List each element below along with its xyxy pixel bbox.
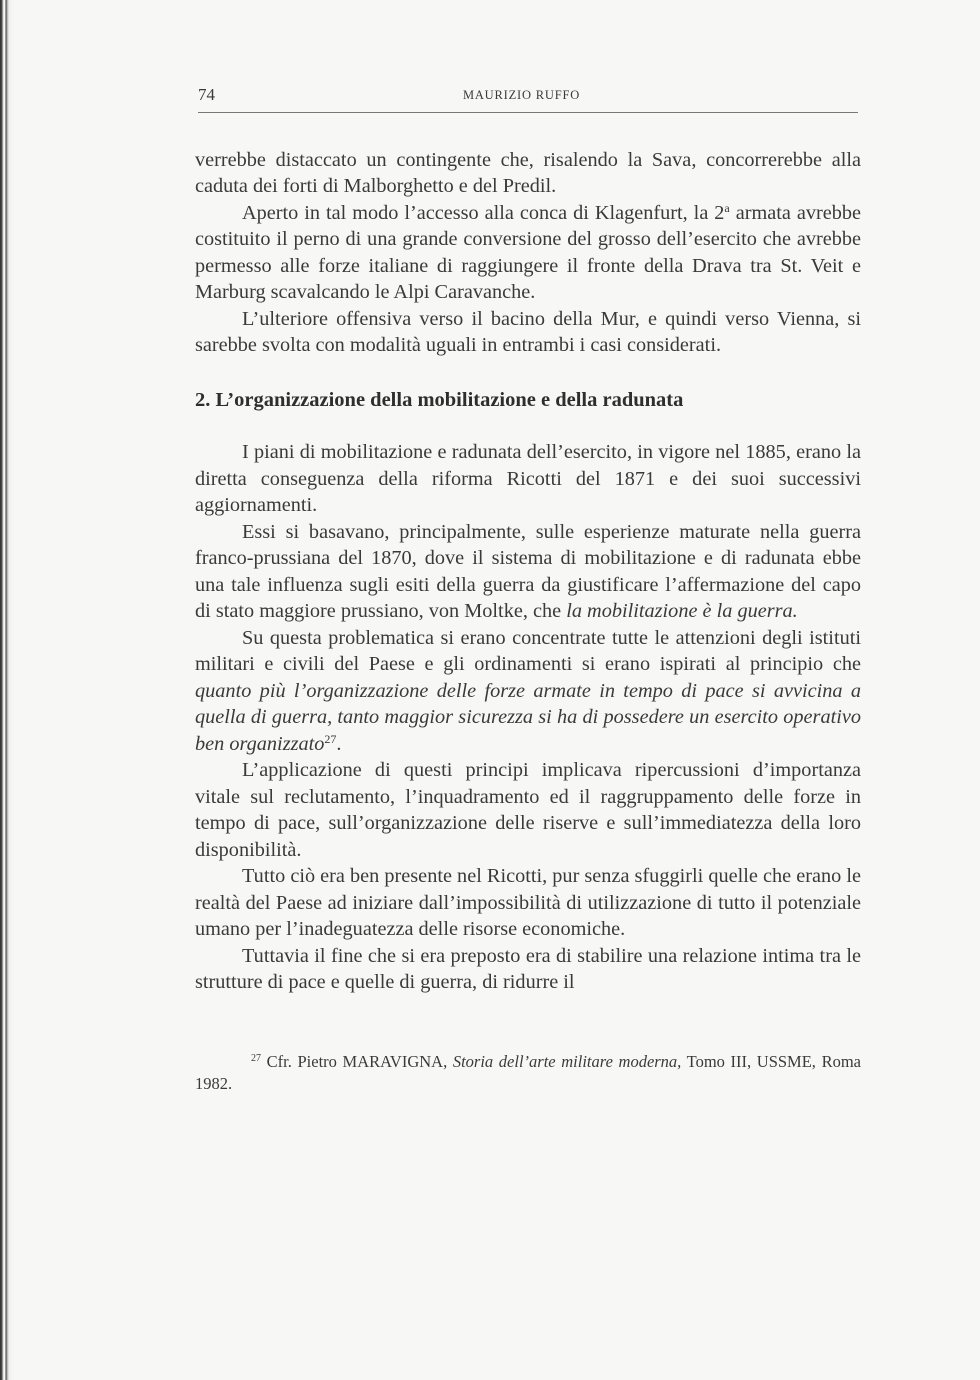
- paragraph: Tuttavia il fine che si era preposto era di stabilire una relazione intima tra le strutture di pace e quelle di guerra, di ridurre il: [195, 944, 861, 993]
- section-heading: 2. L’organizzazione della mobilitazione e della radunata: [195, 388, 684, 411]
- paragraph: Aperto in tal modo l’accesso alla conca di Klagenfurt, la 2$^a$ armata avrebbe costituito il perno di una grande conversione del grosso dell’esercito che avrebbe permesso alle forze italiane di raggiungere il fronte della Drava tra St. Veit e Marburg scavalcando le Alpi Caravanche.: [195, 200, 861, 303]
- paragraph: Tutto ciò era ben presente nel Ricotti, pur senza sfuggirli quelle che erano le realtà del Paese ad iniziare dall’impossibilità di utilizzazione di tutto il potenziale umano per l’inadeguatezza delle risorse economiche.: [195, 865, 861, 940]
- footnote-reference[interactable]: 27: [324, 731, 337, 746]
- paragraph: I piani di mobilitazione e radunata dell’esercito, in vigore nel 1885, erano la diretta conseguenza della riforma Ricotti del 1871 e dei suoi successivi aggiornamenti.: [195, 441, 861, 516]
- italic-quote: quanto più l’organizzazione delle forze armate in tempo di pace si avvicina a quella di guerra, tanto maggior sicurezza si ha di possedere un esercito operativo ben organizzato: [195, 679, 861, 755]
- italic-quote: la mobilitazione è la guerra.: [566, 600, 798, 622]
- footnote: $^{27}$ Cfr. Pietro MARAVIGNA, Storia dell’arte militare moderna, Tomo III, USSME, Roma 1982.: [195, 1051, 861, 1093]
- book-binding-edge: [0, 0, 14, 1380]
- paragraph: Su questa problematica si erano concentrate tutte le attenzioni degli istituti militari e civili del Paese e gli ordinamenti si erano ispirati al principio che quanto più l’organizzazione delle forze armate in tempo di pace si avvicina a quella di guerra, tanto maggior sicurezza si ha di possedere un esercito operativo ben organizzato$^{27}$.: [195, 626, 861, 755]
- page-number: 74: [198, 85, 215, 104]
- running-title: MAURIZIO RUFFO: [462, 88, 581, 102]
- footnote-marker: 27: [251, 1052, 261, 1064]
- paragraph: L’ulteriore offensiva verso il bacino della Mur, e quindi verso Vienna, si sarebbe svolta con modalità uguali in entrambi i casi considerati.: [195, 307, 861, 356]
- paragraph: Essi si basavano, principalmente, sulle esperienze maturate nella guerra franco-prussiana del 1870, dove il sistema di mobilitazione e di radunata ebbe una tale influenza sugli esiti della guerra da giustificare l’affermazione del capo di stato maggiore prussiano, von Moltke, che la mobilitazione è la guerra.: [195, 520, 861, 622]
- book-page: [195, 82, 861, 1095]
- footnote-title: Storia dell’arte militare moderna,: [452, 1051, 682, 1071]
- paragraph: L’applicazione di questi principi implicava ripercussioni d’importanza vitale sul reclutamento, l’inquadramento ed il raggruppamento delle forze in tempo di pace, sull’organizzazione delle riserve e sull’immediatezza della loro disponibilità.: [195, 759, 861, 861]
- ordinal-superscript: a: [724, 200, 730, 215]
- paragraph: verrebbe distaccato un contingente che, risalendo la Sava, concorrerebbe alla caduta dei forti di Malborghetto e del Predil.: [195, 148, 861, 197]
- running-header: [198, 82, 858, 113]
